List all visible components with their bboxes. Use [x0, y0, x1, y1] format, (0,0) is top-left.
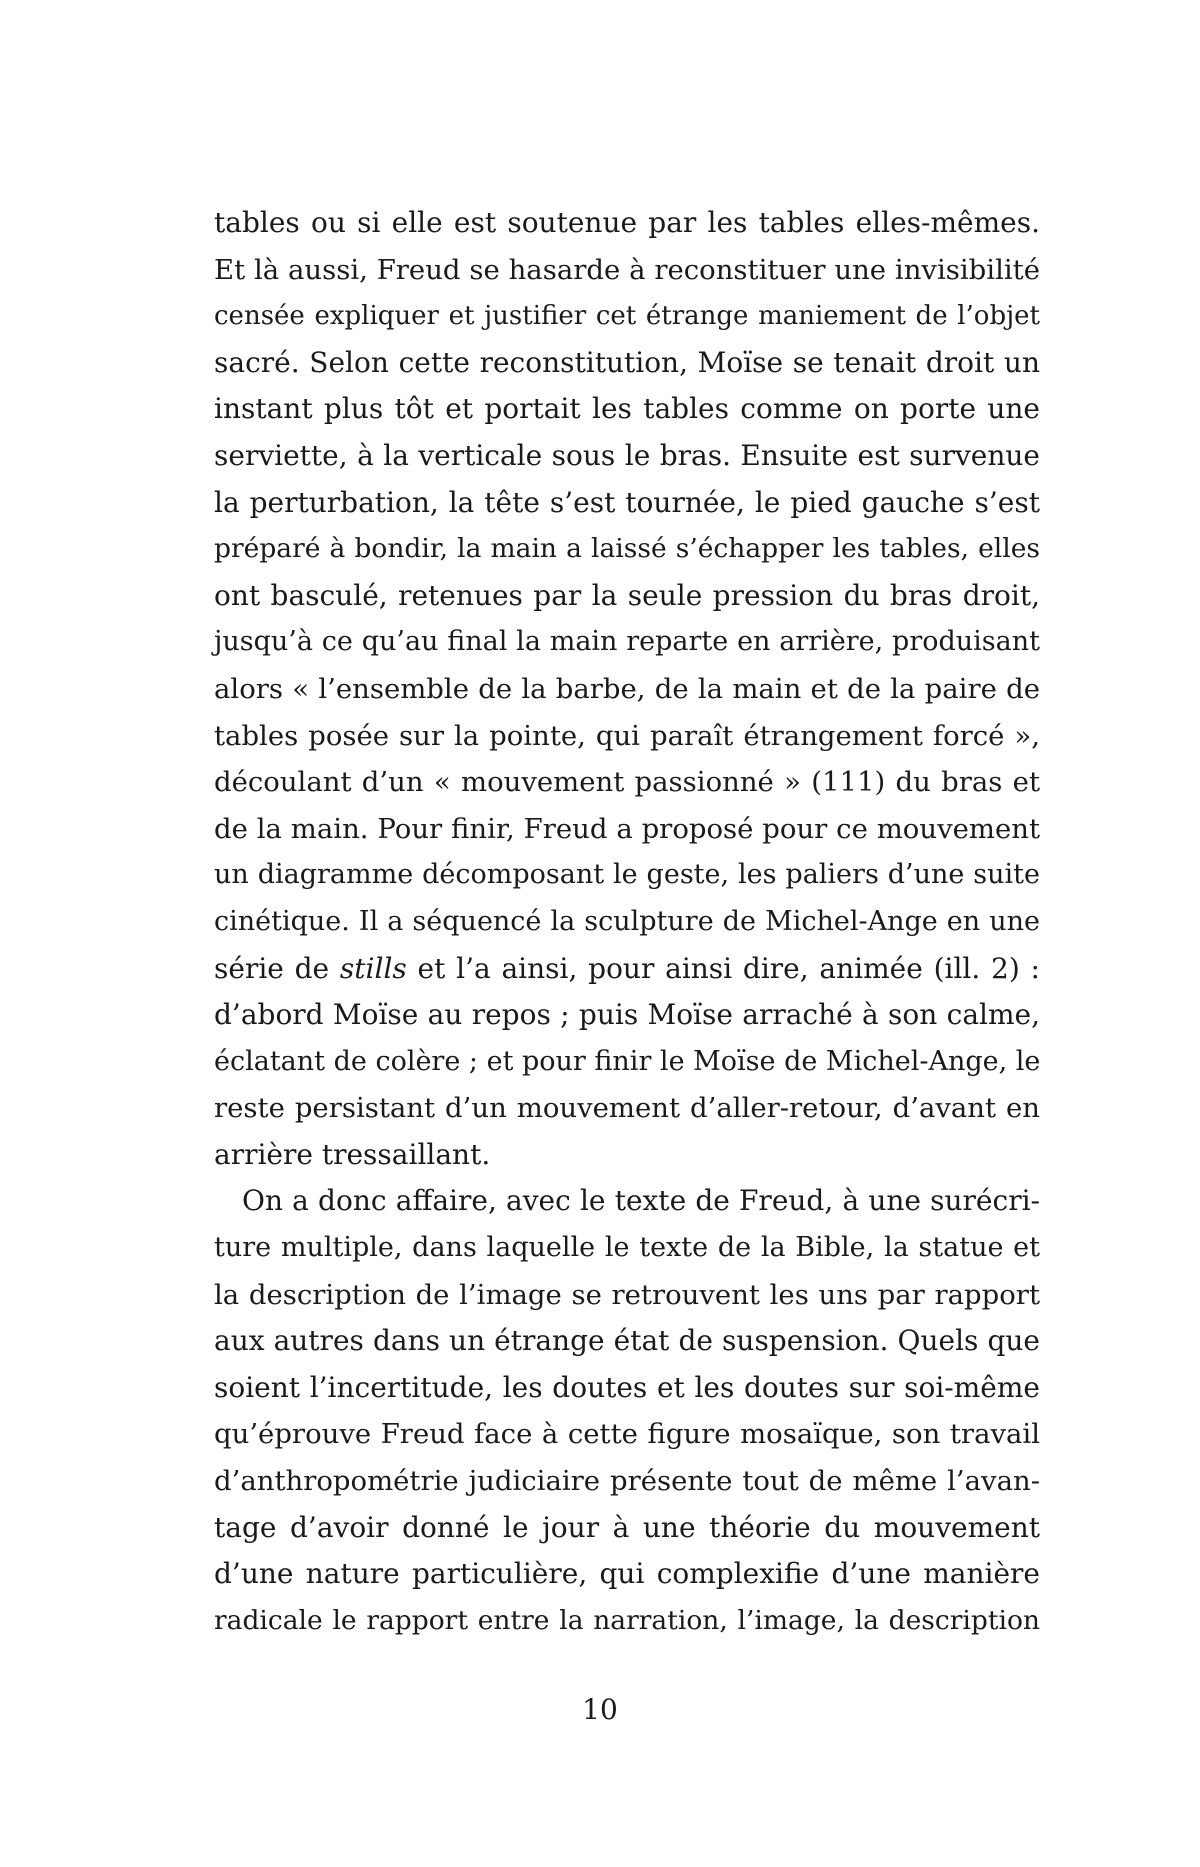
text-line: ont basculé, retenues par la seule pression du bras droit, — [214, 578, 1040, 612]
text-line: préparé à bondir, la main a laissé s’échapper les tables, elles — [214, 533, 1040, 565]
text-line: éclatant de colère ; et pour finir le Moïse de Michel-Ange, le — [214, 1045, 1041, 1077]
stills-after: et l’a ainsi, pour ainsi dire, animée (ill. 2) : — [406, 951, 1040, 985]
text-line: censée expliquer et justifier cet étrange maniement de l’objet — [214, 301, 1040, 332]
text-line: tables posée sur la pointe, qui paraît étrangement forcé », — [214, 719, 1040, 752]
text-line: arrière tressaillant. — [214, 1137, 491, 1171]
text-line: d’une nature particulière, qui complexifie d’une manière — [214, 1557, 1040, 1591]
text-line: la perturbation, la tête s’est tournée, le pied gauche s’est — [214, 485, 1040, 519]
text-line: de la main. Pour finir, Freud a proposé pour ce mouvement — [214, 812, 1040, 845]
text-line: tables ou si elle est soutenue par les tables elles-mêmes. — [214, 206, 1040, 239]
page-number: 10 — [582, 1693, 618, 1726]
text-line: d’abord Moïse au repos ; puis Moïse arraché à son calme, — [214, 998, 1040, 1032]
text-line: découlant d’un « mouvement passionné » (111) du bras et — [214, 766, 1040, 799]
stills-before: série de — [214, 951, 340, 985]
text-line: sacré. Selon cette reconstitution, Moïse se tenait droit un — [214, 345, 1040, 379]
text-line: un diagramme décomposant le geste, les paliers d’une suite — [214, 859, 1040, 891]
text-line: soient l’incertitude, les doutes et les doutes sur soi-même — [214, 1370, 1040, 1404]
text-line: ture multiple, dans laquelle le texte de la Bible, la statue et — [214, 1232, 1040, 1264]
paragraph-start-line: On a donc affaire, avec le texte de Freud, à une surécri- — [242, 1184, 1040, 1218]
text-line: jusqu’à ce qu’au final la main reparte en arrière, produisant — [214, 626, 1040, 658]
text-line: qu’éprouve Freud face à cette figure mosaïque, son travail — [214, 1418, 1040, 1451]
text-line-stills — [214, 946, 1040, 993]
text-line: cinétique. Il a séquencé la sculpture de Michel-Ange en une — [214, 905, 1040, 937]
text-line: reste persistant d’un mouvement d’aller-retour, d’avant en — [214, 1092, 1040, 1125]
text-line: d’anthropométrie judiciaire présente tout de même l’avan- — [214, 1465, 1040, 1498]
text-line: la description de l’image se retrouvent les uns par rapport — [214, 1278, 1040, 1311]
text-line: tage d’avoir donné le jour à une théorie du mouvement — [214, 1510, 1040, 1544]
text-line: radicale le rapport entre la narration, l’image, la description — [214, 1604, 1040, 1636]
text-line: aux autres dans un étrange état de suspension. Quels que — [214, 1324, 1040, 1358]
text-line: instant plus tôt et portait les tables comme on porte une — [214, 392, 1040, 426]
text-line: Et là aussi, Freud se hasarde à reconstituer une invisibilité — [214, 253, 1040, 286]
text-line: serviette, à la verticale sous le bras. Ensuite est survenue — [214, 438, 1040, 472]
body-text — [214, 200, 1040, 1644]
text-line: alors « l’ensemble de la barbe, de la main et de la paire de — [214, 672, 1040, 705]
stills-italic: stills — [339, 951, 407, 985]
